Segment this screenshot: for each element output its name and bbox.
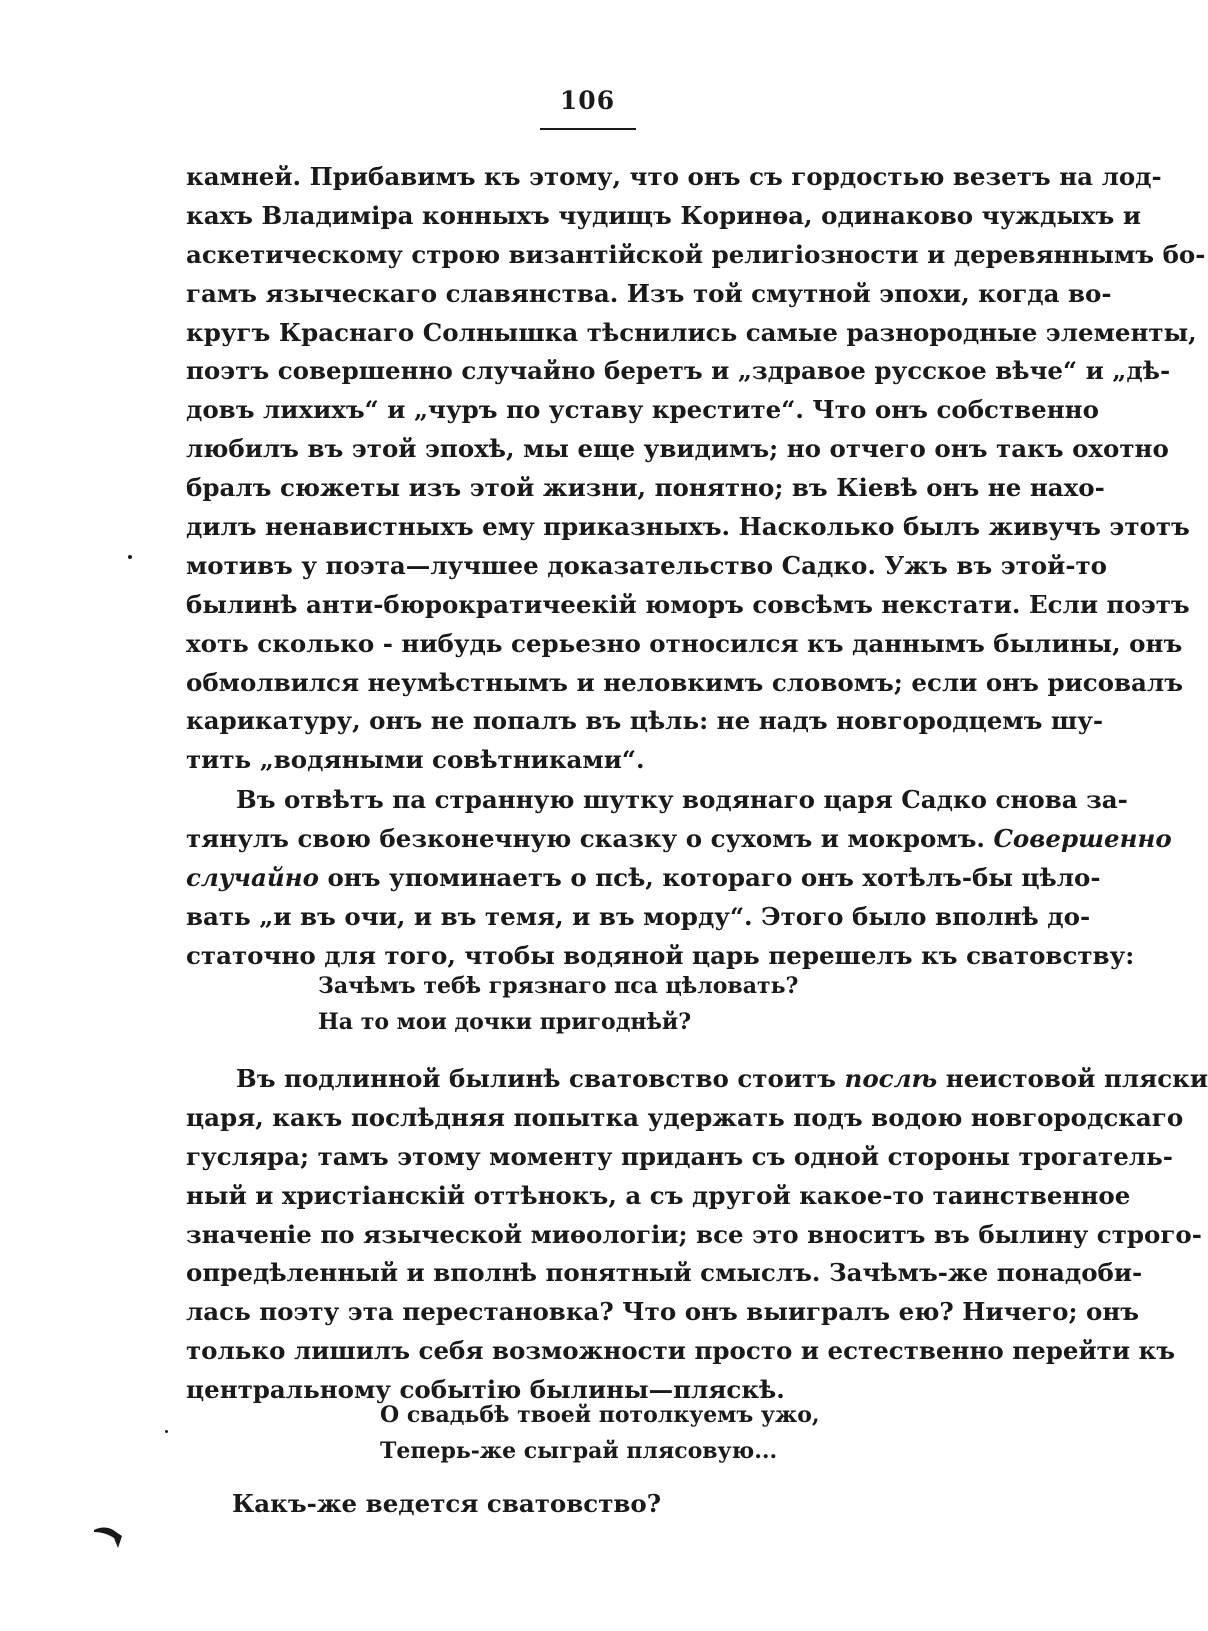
text-line: вать „и въ очи, и въ темя, и въ морду“. Этого было вполнѣ до- — [186, 901, 1091, 931]
text-line: кругъ Краснаго Солнышка тѣснились самые разнородные элементы, — [186, 317, 1197, 347]
text-line: лась поэту эта перестановка? Что онъ выигралъ ею? Ничего; онъ — [186, 1297, 1140, 1327]
emphasis-text: Совершенно — [993, 823, 1172, 853]
text-line — [186, 820, 1172, 859]
page-number: 106 — [559, 86, 616, 115]
verse-line: О свадьбѣ твоей потолкуемъ ужо, — [380, 1402, 820, 1428]
verse-line: Теперь-же сыграй плясовую... — [380, 1438, 778, 1464]
text-run: Въ подлинной былинѣ сватовство стоитъ — [236, 1064, 836, 1093]
text-line: обмолвился неумѣстнымъ и неловкимъ словомъ; если онъ рисовалъ — [186, 667, 1183, 697]
text-line: ный и христіанскій оттѣнокъ, а съ другой какое-то таинственное — [186, 1180, 1131, 1210]
emphasis-text: случайно — [186, 862, 319, 892]
paragraph-1 — [186, 158, 1206, 780]
paragraph-3 — [186, 1060, 1208, 1410]
text-run: тянулъ свою безконечную сказку о сухомъ и мокромъ. — [186, 823, 985, 853]
text-line: бралъ сюжеты изъ этой жизни, понятно; въ Кіевѣ онъ не нахо- — [186, 473, 1105, 503]
scan-speck — [165, 1430, 168, 1433]
text-line: камней. Прибавимъ къ этому, что онъ съ гордостью везетъ на лод- — [186, 162, 1162, 191]
text-line: поэтъ совершенно случайно беретъ и „здравое русское вѣче“ и „дѣ- — [186, 356, 1171, 386]
text-line: тить „водяными совѣтниками“. — [186, 745, 645, 775]
page-number-rule — [540, 128, 636, 130]
text-line: аскетическому строю византійской религіозности и деревяннымъ бо- — [186, 239, 1206, 269]
text-line: хоть сколько - нибудь серьезно относился къ даннымъ былины, онъ — [186, 628, 1183, 658]
text-line: мотивъ у поэта—лучшее доказательство Садко. Ужъ въ этой-то — [186, 550, 1108, 580]
scan-speck — [128, 555, 132, 559]
verse-line: Зачѣмъ тебѣ грязнаго пса цѣловать? — [318, 973, 799, 999]
text-line: гусляра; тамъ этому моменту приданъ съ одной стороны трогатель- — [186, 1141, 1173, 1171]
text-line: былинѣ анти-бюрократичеекій юморъ совсѣмъ некстати. Если поэтъ — [186, 589, 1190, 619]
emphasis-text: послѣ — [844, 1064, 938, 1093]
text-line: любилъ въ этой эпохѣ, мы еще увидимъ; но отчего онъ такъ охотно — [186, 434, 1169, 464]
text-run: неистовой пляски — [945, 1064, 1208, 1093]
text-run: онъ упоминаетъ о псѣ, котораго онъ хотѣлъ-бы цѣло- — [327, 862, 1101, 892]
text-line: довъ лихихъ“ и „чуръ по уставу крестите“. Что онъ собственно — [186, 395, 1099, 425]
scan-corner-mark — [92, 1524, 126, 1550]
closing-paragraph — [232, 1485, 1036, 1524]
text-line: кахъ Владиміра конныхъ чудищъ Коринѳа, одинаково чуждыхъ и — [186, 200, 1142, 230]
text-line: Въ отвѣтъ па странную шутку водянаго царя Садко снова за- — [236, 785, 1128, 814]
text-line: опредѣленный и вполнѣ понятный смыслъ. Зачѣмъ-же понадоби- — [186, 1258, 1143, 1288]
text-line: только лишилъ себя возможности просто и естественно перейти къ — [186, 1336, 1176, 1366]
text-line — [186, 859, 1101, 898]
text-line: царя, какъ послѣдняя попытка удержать подъ водою новгородскаго — [186, 1102, 1184, 1132]
text-line: дилъ ненавистныхъ ему приказныхъ. Насколько былъ живучъ этотъ — [186, 512, 1190, 542]
verse-quote-2 — [380, 1397, 880, 1469]
text-line: карикатуру, онъ не попалъ въ цѣль: не надъ новгородцемъ шу- — [186, 706, 1104, 736]
text-line: центральному событію былины—пляскѣ. — [186, 1375, 785, 1405]
text-line: значеніе по языческой миѳологіи; все это вноситъ въ былину строго- — [186, 1219, 1202, 1249]
text-line: Какъ-же ведется сватовство? — [232, 1489, 662, 1518]
text-line — [186, 1060, 1208, 1099]
verse-line: На то мои дочки пригоднѣй? — [318, 1009, 692, 1035]
paragraph-2 — [186, 781, 1172, 975]
text-line: статочно для того, чтобы водяной царь перешелъ къ сватовству: — [186, 940, 1135, 970]
verse-quote-1 — [318, 968, 878, 1040]
text-line: гамъ языческаго славянства. Изъ той смутной эпохи, когда во- — [186, 278, 1112, 308]
